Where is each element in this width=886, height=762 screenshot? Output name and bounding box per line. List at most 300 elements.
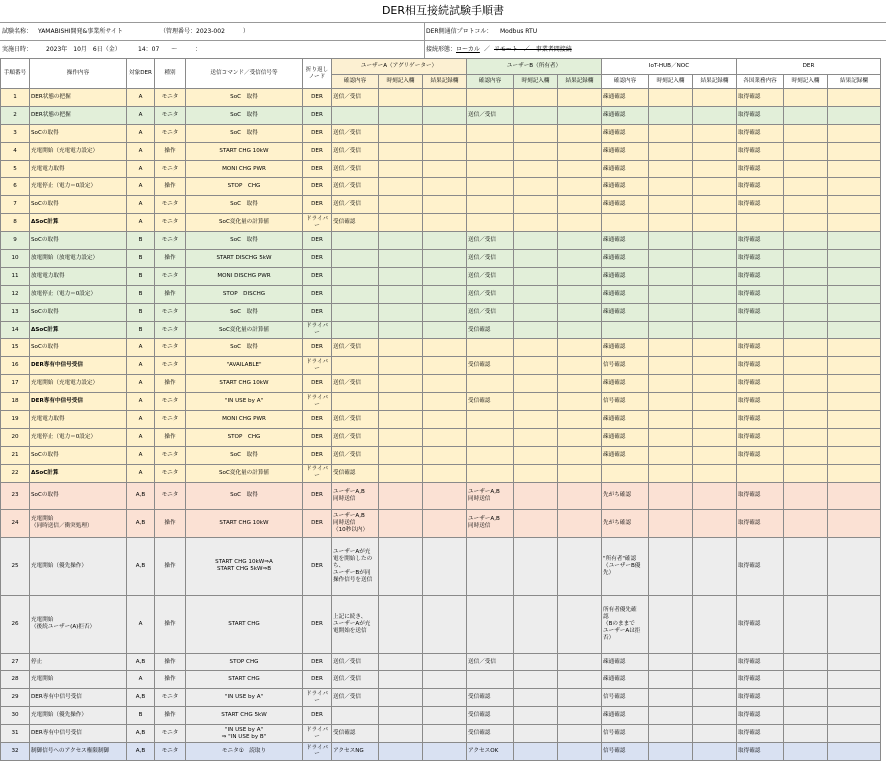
- user-b-time-cell: [514, 321, 558, 339]
- iot-time-cell: [649, 689, 693, 707]
- user-b-result-cell: [558, 196, 602, 214]
- test-time: 14：07 ～ ：: [138, 46, 202, 53]
- iot-time-cell: [649, 250, 693, 268]
- user-b-result-cell: [558, 232, 602, 250]
- iot-result-cell: [693, 303, 737, 321]
- iot-time-cell: [649, 285, 693, 303]
- target-der-cell: A: [127, 214, 155, 232]
- kind-cell: 操作: [155, 707, 186, 725]
- der-confirm-cell: 取得確認: [737, 250, 784, 268]
- user-b-confirm-cell: [467, 339, 514, 357]
- header-step-no: 手順番号: [1, 59, 30, 89]
- command-cell: SoC 取得: [186, 106, 303, 124]
- user-a-confirm-cell: ユーザーA,B 同時送信 （10秒以内）: [332, 509, 379, 537]
- iot-confirm-cell: 疎通確認: [602, 428, 649, 446]
- table-row: [1, 142, 881, 160]
- command-cell: START CHG 10kW⇒A START CHG 5kW⇒B: [186, 537, 303, 595]
- der-result-cell: [828, 357, 881, 375]
- header-b-confirm: 確認内容: [467, 75, 514, 89]
- info-row-2: [0, 40, 886, 59]
- user-b-time-cell: [514, 537, 558, 595]
- der-result-cell: [828, 743, 881, 761]
- target-der-cell: A: [127, 142, 155, 160]
- iot-confirm-cell: 信号確認: [602, 743, 649, 761]
- connection-label: 接続形態：: [426, 46, 457, 53]
- connection-remote: リモート ／ 事業者間接続: [494, 46, 572, 53]
- target-der-cell: A: [127, 375, 155, 393]
- relay-node-cell: DER: [303, 89, 332, 107]
- der-result-cell: [828, 725, 881, 743]
- iot-confirm-cell: 疎通確認: [602, 707, 649, 725]
- der-result-cell: [828, 428, 881, 446]
- table-row: [1, 196, 881, 214]
- iot-result-cell: [693, 106, 737, 124]
- der-time-cell: [784, 428, 828, 446]
- iot-time-cell: [649, 743, 693, 761]
- der-time-cell: [784, 357, 828, 375]
- header-b-time: 時刻記入欄: [514, 75, 558, 89]
- user-a-time-cell: [379, 321, 423, 339]
- der-result-cell: [828, 707, 881, 725]
- iot-confirm-cell: 疎通確認: [602, 375, 649, 393]
- der-confirm-cell: 取得確認: [737, 743, 784, 761]
- user-b-time-cell: [514, 653, 558, 671]
- user-b-confirm-cell: 送信／受信: [467, 303, 514, 321]
- iot-confirm-cell: 先がち確認: [602, 482, 649, 509]
- iot-result-cell: [693, 689, 737, 707]
- der-result-cell: [828, 267, 881, 285]
- table-row: [1, 303, 881, 321]
- command-cell: SoC 取得: [186, 196, 303, 214]
- relay-node-cell: DER: [303, 707, 332, 725]
- user-a-time-cell: [379, 689, 423, 707]
- der-result-cell: [828, 232, 881, 250]
- user-a-time-cell: [379, 124, 423, 142]
- user-b-confirm-cell: ユーザーA,B 同時送信: [467, 482, 514, 509]
- table-row: [1, 653, 881, 671]
- iot-time-cell: [649, 142, 693, 160]
- user-a-result-cell: [423, 106, 467, 124]
- user-a-confirm-cell: 受信確認: [332, 464, 379, 482]
- user-b-result-cell: [558, 393, 602, 411]
- operation-cell: SoCの取得: [30, 446, 127, 464]
- iot-confirm-cell: 疎通確認: [602, 446, 649, 464]
- iot-time-cell: [649, 214, 693, 232]
- user-a-time-cell: [379, 196, 423, 214]
- table-row: [1, 375, 881, 393]
- user-a-time-cell: [379, 411, 423, 429]
- user-a-result-cell: [423, 411, 467, 429]
- user-b-result-cell: [558, 339, 602, 357]
- der-result-cell: [828, 411, 881, 429]
- step-number: 30: [1, 707, 30, 725]
- user-a-time-cell: [379, 89, 423, 107]
- iot-result-cell: [693, 214, 737, 232]
- der-result-cell: [828, 196, 881, 214]
- user-b-time-cell: [514, 482, 558, 509]
- target-der-cell: B: [127, 303, 155, 321]
- kind-cell: 操作: [155, 142, 186, 160]
- user-a-confirm-cell: 送信／受信: [332, 339, 379, 357]
- der-time-cell: [784, 232, 828, 250]
- date-label: 実施日時：: [2, 46, 33, 53]
- target-der-cell: A: [127, 464, 155, 482]
- target-der-cell: A: [127, 671, 155, 689]
- command-cell: SoC 取得: [186, 339, 303, 357]
- table-row: [1, 89, 881, 107]
- relay-node-cell: DER: [303, 428, 332, 446]
- user-b-result-cell: [558, 178, 602, 196]
- step-number: 8: [1, 214, 30, 232]
- der-confirm-cell: 取得確認: [737, 482, 784, 509]
- user-b-time-cell: [514, 232, 558, 250]
- user-b-result-cell: [558, 689, 602, 707]
- step-number: 21: [1, 446, 30, 464]
- iot-result-cell: [693, 509, 737, 537]
- der-confirm-cell: 取得確認: [737, 285, 784, 303]
- user-b-time-cell: [514, 196, 558, 214]
- der-confirm-cell: 取得確認: [737, 509, 784, 537]
- der-confirm-cell: 取得確認: [737, 160, 784, 178]
- iot-result-cell: [693, 428, 737, 446]
- target-der-cell: A: [127, 89, 155, 107]
- header-iot-time: 時刻記入欄: [649, 75, 693, 89]
- step-number: 9: [1, 232, 30, 250]
- iot-confirm-cell: 疎通確認: [602, 178, 649, 196]
- user-b-result-cell: [558, 464, 602, 482]
- kind-cell: モニタ: [155, 689, 186, 707]
- user-b-confirm-cell: 送信／受信: [467, 285, 514, 303]
- target-der-cell: A: [127, 428, 155, 446]
- target-der-cell: A,B: [127, 653, 155, 671]
- kind-cell: モニタ: [155, 232, 186, 250]
- iot-confirm-cell: "所有者"確認 （ユーザーB優 先）: [602, 537, 649, 595]
- der-result-cell: [828, 653, 881, 671]
- user-a-confirm-cell: 送信／受信: [332, 142, 379, 160]
- command-cell: SoC変化量の計算値: [186, 464, 303, 482]
- der-time-cell: [784, 595, 828, 653]
- user-b-confirm-cell: [467, 411, 514, 429]
- user-b-result-cell: [558, 411, 602, 429]
- iot-time-cell: [649, 178, 693, 196]
- iot-result-cell: [693, 339, 737, 357]
- iot-confirm-cell: 疎通確認: [602, 267, 649, 285]
- command-cell: MONI DISCHG PWR: [186, 267, 303, 285]
- user-a-time-cell: [379, 509, 423, 537]
- kind-cell: モニタ: [155, 196, 186, 214]
- user-b-confirm-cell: ユーザーA,B 同時送信: [467, 509, 514, 537]
- step-number: 6: [1, 178, 30, 196]
- der-confirm-cell: 取得確認: [737, 142, 784, 160]
- step-number: 19: [1, 411, 30, 429]
- operation-cell: SoCの取得: [30, 232, 127, 250]
- user-b-result-cell: [558, 725, 602, 743]
- user-b-result-cell: [558, 142, 602, 160]
- user-a-confirm-cell: 送信／受信: [332, 411, 379, 429]
- command-cell: SoC変化量の計算値: [186, 214, 303, 232]
- table-row: [1, 214, 881, 232]
- user-b-confirm-cell: [467, 375, 514, 393]
- step-number: 7: [1, 196, 30, 214]
- user-b-time-cell: [514, 689, 558, 707]
- user-b-confirm-cell: 受信確認: [467, 321, 514, 339]
- user-b-result-cell: [558, 446, 602, 464]
- der-time-cell: [784, 106, 828, 124]
- user-a-time-cell: [379, 250, 423, 268]
- operation-cell: ΔSoC計算: [30, 464, 127, 482]
- iot-result-cell: [693, 411, 737, 429]
- user-a-confirm-cell: 上記に続き、 ユーザーAが充 電開始を送信: [332, 595, 379, 653]
- iot-confirm-cell: 疎通確認: [602, 232, 649, 250]
- table-row: [1, 537, 881, 595]
- command-cell: STOP CHG: [186, 178, 303, 196]
- user-b-time-cell: [514, 595, 558, 653]
- user-a-result-cell: [423, 743, 467, 761]
- user-a-time-cell: [379, 232, 423, 250]
- user-a-time-cell: [379, 106, 423, 124]
- table-row: [1, 671, 881, 689]
- user-b-result-cell: [558, 375, 602, 393]
- user-b-confirm-cell: [467, 595, 514, 653]
- user-b-confirm-cell: 送信／受信: [467, 250, 514, 268]
- target-der-cell: A,B: [127, 509, 155, 537]
- iot-result-cell: [693, 482, 737, 509]
- relay-node-cell: DER: [303, 124, 332, 142]
- step-number: 11: [1, 267, 30, 285]
- iot-time-cell: [649, 464, 693, 482]
- iot-result-cell: [693, 375, 737, 393]
- der-confirm-cell: 取得確認: [737, 446, 784, 464]
- table-row: [1, 393, 881, 411]
- target-der-cell: A: [127, 393, 155, 411]
- iot-time-cell: [649, 106, 693, 124]
- target-der-cell: A: [127, 178, 155, 196]
- der-confirm-cell: 取得確認: [737, 653, 784, 671]
- operation-cell: SoCの取得: [30, 482, 127, 509]
- command-cell: SoC 取得: [186, 232, 303, 250]
- iot-time-cell: [649, 357, 693, 375]
- user-a-confirm-cell: 送信／受信: [332, 160, 379, 178]
- user-a-time-cell: [379, 375, 423, 393]
- kind-cell: 操作: [155, 653, 186, 671]
- user-b-time-cell: [514, 160, 558, 178]
- user-b-confirm-cell: [467, 89, 514, 107]
- step-number: 10: [1, 250, 30, 268]
- user-a-confirm-cell: [332, 285, 379, 303]
- kind-cell: モニタ: [155, 124, 186, 142]
- user-a-result-cell: [423, 214, 467, 232]
- iot-result-cell: [693, 707, 737, 725]
- command-cell: START CHG: [186, 595, 303, 653]
- command-cell: MONI CHG PWR: [186, 160, 303, 178]
- operation-cell: SoCの取得: [30, 196, 127, 214]
- user-a-confirm-cell: 送信／受信: [332, 89, 379, 107]
- target-der-cell: B: [127, 321, 155, 339]
- target-der-cell: A: [127, 106, 155, 124]
- step-number: 26: [1, 595, 30, 653]
- der-confirm-cell: 取得確認: [737, 393, 784, 411]
- table-row: [1, 357, 881, 375]
- iot-time-cell: [649, 653, 693, 671]
- user-a-time-cell: [379, 160, 423, 178]
- user-b-result-cell: [558, 595, 602, 653]
- der-confirm-cell: 取得確認: [737, 671, 784, 689]
- operation-cell: 停止: [30, 653, 127, 671]
- relay-node-cell: DER: [303, 142, 332, 160]
- user-b-result-cell: [558, 285, 602, 303]
- user-a-confirm-cell: 送信／受信: [332, 653, 379, 671]
- header-b-result: 結果記録欄: [558, 75, 602, 89]
- sheet-title: DER相互接続試験手順書: [381, 4, 505, 17]
- header-target-der: 対象DER: [127, 59, 155, 89]
- iot-result-cell: [693, 671, 737, 689]
- user-a-result-cell: [423, 689, 467, 707]
- iot-confirm-cell: 疎通確認: [602, 124, 649, 142]
- header-operation: 操作内容: [30, 59, 127, 89]
- der-time-cell: [784, 707, 828, 725]
- target-der-cell: A: [127, 160, 155, 178]
- table-row: [1, 160, 881, 178]
- user-b-result-cell: [558, 743, 602, 761]
- der-result-cell: [828, 339, 881, 357]
- operation-cell: 制御信号へのアクセス権限制御: [30, 743, 127, 761]
- info-row-1: [0, 22, 886, 41]
- iot-result-cell: [693, 285, 737, 303]
- user-b-result-cell: [558, 482, 602, 509]
- user-a-result-cell: [423, 725, 467, 743]
- table-row: [1, 595, 881, 653]
- operation-cell: 充電開始（優先操作）: [30, 707, 127, 725]
- target-der-cell: B: [127, 285, 155, 303]
- user-a-result-cell: [423, 595, 467, 653]
- command-cell: SoC 取得: [186, 124, 303, 142]
- operation-cell: ΔSoC計算: [30, 321, 127, 339]
- operation-cell: 充電開始 （後続ユーザー(A)拒否）: [30, 595, 127, 653]
- der-result-cell: [828, 89, 881, 107]
- der-time-cell: [784, 142, 828, 160]
- der-time-cell: [784, 411, 828, 429]
- der-result-cell: [828, 285, 881, 303]
- user-b-time-cell: [514, 743, 558, 761]
- kind-cell: モニタ: [155, 743, 186, 761]
- iot-confirm-cell: 疎通確認: [602, 196, 649, 214]
- iot-result-cell: [693, 725, 737, 743]
- user-b-time-cell: [514, 214, 558, 232]
- der-time-cell: [784, 537, 828, 595]
- user-b-confirm-cell: 受信確認: [467, 393, 514, 411]
- user-a-confirm-cell: ユーザーA,B 同時送信: [332, 482, 379, 509]
- der-time-cell: [784, 464, 828, 482]
- kind-cell: 操作: [155, 509, 186, 537]
- der-time-cell: [784, 339, 828, 357]
- der-time-cell: [784, 725, 828, 743]
- connection-local: ローカル: [456, 46, 480, 53]
- der-time-cell: [784, 196, 828, 214]
- user-a-confirm-cell: 送信／受信: [332, 124, 379, 142]
- der-result-cell: [828, 303, 881, 321]
- command-cell: "AVAILABLE": [186, 357, 303, 375]
- kind-cell: モニタ: [155, 89, 186, 107]
- der-time-cell: [784, 124, 828, 142]
- der-result-cell: [828, 214, 881, 232]
- protocol-value: Modbus RTU: [500, 28, 538, 35]
- iot-time-cell: [649, 595, 693, 653]
- user-b-confirm-cell: [467, 124, 514, 142]
- user-a-confirm-cell: 送信／受信: [332, 178, 379, 196]
- der-time-cell: [784, 178, 828, 196]
- iot-result-cell: [693, 196, 737, 214]
- iot-confirm-cell: 疎通確認: [602, 160, 649, 178]
- iot-confirm-cell: 疎通確認: [602, 653, 649, 671]
- user-b-time-cell: [514, 446, 558, 464]
- der-time-cell: [784, 671, 828, 689]
- iot-result-cell: [693, 595, 737, 653]
- der-confirm-cell: 取得確認: [737, 303, 784, 321]
- table-row: [1, 106, 881, 124]
- user-a-result-cell: [423, 357, 467, 375]
- user-a-time-cell: [379, 393, 423, 411]
- relay-node-cell: ドライバー: [303, 464, 332, 482]
- command-cell: STOP CHG: [186, 653, 303, 671]
- user-a-result-cell: [423, 160, 467, 178]
- command-cell: START CHG: [186, 671, 303, 689]
- user-b-confirm-cell: [467, 196, 514, 214]
- iot-result-cell: [693, 464, 737, 482]
- iot-confirm-cell: 疎通確認: [602, 250, 649, 268]
- iot-time-cell: [649, 725, 693, 743]
- operation-cell: 充電電力取得: [30, 160, 127, 178]
- iot-time-cell: [649, 124, 693, 142]
- user-b-time-cell: [514, 411, 558, 429]
- user-a-result-cell: [423, 446, 467, 464]
- user-b-confirm-cell: [467, 428, 514, 446]
- command-cell: モニタ① 読取り: [186, 743, 303, 761]
- target-der-cell: A,B: [127, 743, 155, 761]
- der-time-cell: [784, 393, 828, 411]
- relay-node-cell: ドライバー: [303, 214, 332, 232]
- user-b-time-cell: [514, 464, 558, 482]
- iot-result-cell: [693, 393, 737, 411]
- command-cell: "IN USE by A": [186, 689, 303, 707]
- user-a-result-cell: [423, 375, 467, 393]
- iot-time-cell: [649, 411, 693, 429]
- der-result-cell: [828, 689, 881, 707]
- procedure-rows: [1, 89, 881, 761]
- user-b-confirm-cell: [467, 671, 514, 689]
- relay-node-cell: ドライバー: [303, 689, 332, 707]
- der-result-cell: [828, 160, 881, 178]
- target-der-cell: B: [127, 267, 155, 285]
- connection-separator: ／: [484, 46, 491, 53]
- user-a-time-cell: [379, 725, 423, 743]
- der-confirm-cell: 取得確認: [737, 339, 784, 357]
- iot-confirm-cell: 疎通確認: [602, 142, 649, 160]
- user-a-confirm-cell: [332, 250, 379, 268]
- der-result-cell: [828, 464, 881, 482]
- der-confirm-cell: 取得確認: [737, 411, 784, 429]
- target-der-cell: A: [127, 124, 155, 142]
- header-der-result: 結果記録欄: [828, 75, 881, 89]
- der-confirm-cell: [737, 321, 784, 339]
- iot-result-cell: [693, 743, 737, 761]
- user-a-confirm-cell: ユーザーAが充 電を開始したの ち、 ユーザーBが同 操作信号を送信: [332, 537, 379, 595]
- table-row: [1, 725, 881, 743]
- der-confirm-cell: 取得確認: [737, 124, 784, 142]
- user-a-result-cell: [423, 267, 467, 285]
- user-a-time-cell: [379, 707, 423, 725]
- iot-result-cell: [693, 160, 737, 178]
- user-b-time-cell: [514, 178, 558, 196]
